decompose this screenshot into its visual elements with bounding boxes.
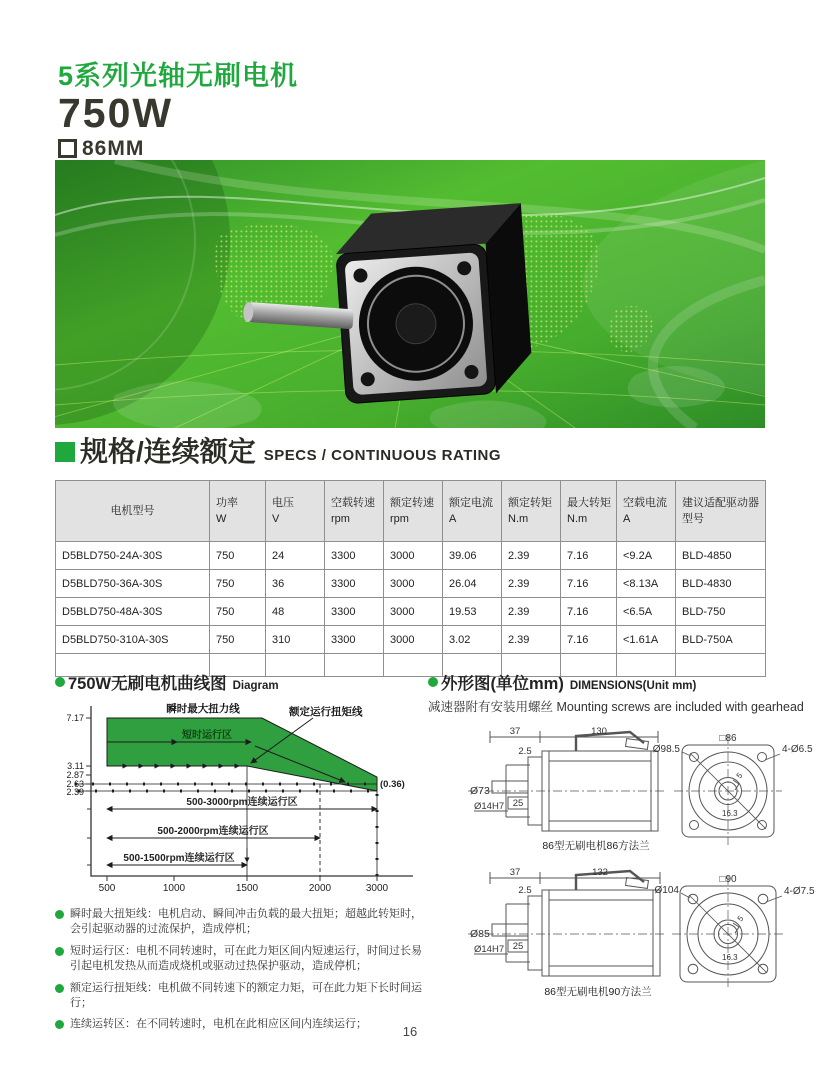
note-item	[55, 944, 427, 975]
dim-key1: 16.3	[722, 809, 738, 818]
table-cell: 19.53	[443, 598, 502, 626]
dim-bolt-circle: Ø104	[654, 885, 679, 896]
dim-plate: 2.5	[518, 885, 532, 896]
green-square-icon	[55, 442, 75, 462]
note-text: 连续运转区：在不同转速时，电机在此相应区间内连续运行；	[70, 1018, 367, 1031]
y-tick: 2.87	[66, 770, 84, 780]
table-cell: 24	[266, 542, 325, 570]
table-cell: BLD-4850	[676, 542, 766, 570]
table-header-cell: 空载转速 rpm	[325, 481, 384, 542]
table-cell: <9.2A	[617, 542, 676, 570]
table-cell: 7.16	[561, 598, 617, 626]
dim-key2: 5	[734, 771, 745, 781]
green-dot-icon	[55, 947, 64, 956]
front-view	[672, 876, 784, 990]
table-row	[56, 626, 766, 654]
table-header-cell: 额定转速 rpm	[384, 481, 443, 542]
table-header-row	[56, 481, 766, 542]
side-view	[468, 731, 664, 831]
table-cell: 3300	[325, 542, 384, 570]
table-header-cell: 最大转矩 N.m	[561, 481, 617, 542]
dimensions-subtitle-cn: 减速器附有安装用螺丝	[428, 700, 554, 714]
table-cell: 3300	[325, 598, 384, 626]
dimensions-subtitle-en: Mounting screws are included with gearhead	[556, 700, 804, 714]
end-value-label: (0.36)	[380, 779, 405, 790]
dimension-drawing-86	[428, 721, 818, 856]
table-cell: 3300	[325, 570, 384, 598]
table-cell: 750	[210, 626, 266, 654]
specs-section-header	[55, 438, 501, 466]
table-cell: 750	[210, 570, 266, 598]
dim-holes: 4-Ø7.5	[784, 886, 815, 897]
specs-title-en: SPECS / CONTINUOUS RATING	[263, 447, 502, 464]
diagram-notes	[55, 907, 427, 1033]
green-dot-icon	[428, 677, 438, 687]
zone1-label: 500-3000rpm连续运行区	[186, 797, 298, 808]
table-cell: <1.61A	[617, 626, 676, 654]
table-cell: 36	[266, 570, 325, 598]
x-tick: 1000	[162, 883, 186, 894]
table-cell: 3000	[384, 598, 443, 626]
dimensions-section	[428, 670, 820, 1002]
table-header-cell: 功率 W	[210, 481, 266, 542]
table-cell: 3300	[325, 626, 384, 654]
frame-size-label: 86MM	[82, 136, 145, 160]
note-item	[55, 907, 427, 938]
table-cell: <6.5A	[617, 598, 676, 626]
dimensions-title-en: DIMENSIONS(Unit mm)	[569, 680, 697, 692]
table-row	[56, 570, 766, 598]
operating-area	[107, 718, 377, 791]
green-dot-icon	[55, 984, 64, 993]
table-header-cell: 空载电流 A	[617, 481, 676, 542]
diagram-title-en: Diagram	[232, 680, 279, 692]
table-cell: BLD-750	[676, 598, 766, 626]
table-header-cell: 额定电流 A	[443, 481, 502, 542]
table-cell: 48	[266, 598, 325, 626]
x-tick: 3000	[365, 883, 389, 894]
dim-shaft-len: 25	[512, 798, 524, 809]
frame-size	[58, 137, 298, 161]
table-cell: 26.04	[443, 570, 502, 598]
dim-pilot: Ø85	[470, 928, 490, 940]
dimensions-title-cn: 外形图(单位mm)	[441, 675, 564, 693]
table-cell: 3000	[384, 570, 443, 598]
table-cell: 2.39	[502, 626, 561, 654]
curve-diagram-section	[55, 670, 427, 1039]
table-cell: 750	[210, 598, 266, 626]
dim-square: □90	[719, 874, 737, 885]
drawing-caption: 86型无刷电机86方法兰	[542, 840, 650, 852]
x-tick: 2000	[308, 883, 332, 894]
y-tick: 7.17	[66, 713, 84, 723]
y-tick: 3.11	[67, 761, 84, 771]
table-cell: 7.16	[561, 542, 617, 570]
table-header-cell: 建议适配驱动器型号	[676, 481, 766, 542]
table-row	[56, 598, 766, 626]
dim-shaft-len: 25	[512, 941, 524, 952]
product-banner	[55, 160, 765, 428]
green-dot-icon	[55, 910, 64, 919]
table-cell: 750	[210, 542, 266, 570]
note-text: 额定运行扭矩线：电机做不同转速下的额定力矩，可在此力矩下长时间运行；	[70, 981, 422, 1009]
peak-torque-label: 瞬时最大扭力线	[166, 703, 240, 715]
note-text: 瞬时最大扭矩线：电机启动、瞬间冲击负载的最大扭矩；超越此转矩时，会引起驱动器的过流保护，造成停机；	[70, 908, 422, 936]
table-cell: 2.39	[502, 542, 561, 570]
table-cell: 3000	[384, 626, 443, 654]
table-cell: 7.16	[561, 626, 617, 654]
table-cell: BLD-4830	[676, 570, 766, 598]
dim-plate: 2.5	[518, 746, 532, 757]
dim-len-front: 37	[509, 867, 521, 878]
dim-holes: 4-Ø6.5	[782, 744, 813, 755]
table-cell: D5BLD750-48A-30S	[56, 598, 210, 626]
table-cell: D5BLD750-36A-30S	[56, 570, 210, 598]
square-frame-icon	[58, 139, 77, 158]
front-view	[674, 735, 782, 845]
table-cell: D5BLD750-310A-30S	[56, 626, 210, 654]
table-cell: 2.39	[502, 570, 561, 598]
dimensions-subtitle	[428, 697, 820, 715]
y-tick: 2.39	[66, 787, 84, 797]
power-rating: 750W	[58, 89, 174, 136]
table-cell: 310	[266, 626, 325, 654]
x-tick: 500	[98, 883, 116, 894]
dim-bolt-circle: Ø98.5	[652, 744, 680, 755]
dim-pilot: Ø73	[470, 785, 490, 797]
table-cell: 3000	[384, 542, 443, 570]
page-number: 16	[402, 1024, 418, 1039]
dim-len-front: 37	[509, 726, 521, 737]
zone2-label: 500-2000rpm连续运行区	[157, 826, 269, 837]
table-header-cell: 电机型号	[56, 481, 210, 542]
dimension-labels	[470, 867, 815, 998]
diagram-title	[55, 670, 427, 694]
series-title: 5系列光轴无刷电机	[58, 61, 299, 91]
dim-shaft: Ø14H7	[474, 944, 505, 955]
drawing-caption: 86型无刷电机90方法兰	[544, 986, 652, 998]
diagram-title-cn: 750W无刷电机曲线图	[68, 675, 227, 693]
table-cell: 7.16	[561, 570, 617, 598]
table-header-cell: 电压 V	[266, 481, 325, 542]
specs-table	[55, 480, 766, 677]
note-item	[55, 981, 427, 1012]
specs-title-cn: 规格/连续额定	[80, 436, 256, 467]
rated-line-label: 额定运行扭矩线	[289, 706, 363, 718]
note-text: 短时运行区：电机不同转速时，可在此力矩区间内短速运行，时间过长易引起电机发热从而造成烧机或驱动过热保护驱动，造成停机；	[70, 944, 422, 973]
torque-curve-chart	[55, 698, 425, 896]
table-cell: <8.13A	[617, 570, 676, 598]
short-zone-label: 短时运行区	[182, 730, 232, 741]
x-tick: 1500	[235, 883, 259, 894]
table-cell: D5BLD750-24A-30S	[56, 542, 210, 570]
zone3-label: 500-1500rpm连续运行区	[123, 853, 235, 864]
table-cell: 39.06	[443, 542, 502, 570]
dim-square: □86	[719, 733, 737, 744]
dim-len-body: 132	[592, 867, 608, 878]
page-header	[58, 62, 298, 161]
dim-len-body: 130	[591, 726, 607, 737]
y-tick: 2.63	[66, 779, 84, 789]
table-cell: 3.02	[443, 626, 502, 654]
dim-key2: 5	[735, 914, 746, 924]
table-header-cell: 额定转矩 N.m	[502, 481, 561, 542]
dim-key1: 16.3	[722, 953, 738, 962]
table-row	[56, 542, 766, 570]
dim-shaft: Ø14H7	[474, 801, 505, 812]
dimensions-title	[428, 670, 820, 694]
green-dot-icon	[55, 677, 65, 687]
table-cell: 2.39	[502, 598, 561, 626]
dimension-drawing-90	[428, 862, 818, 1002]
table-cell: BLD-750A	[676, 626, 766, 654]
side-view	[468, 871, 666, 976]
